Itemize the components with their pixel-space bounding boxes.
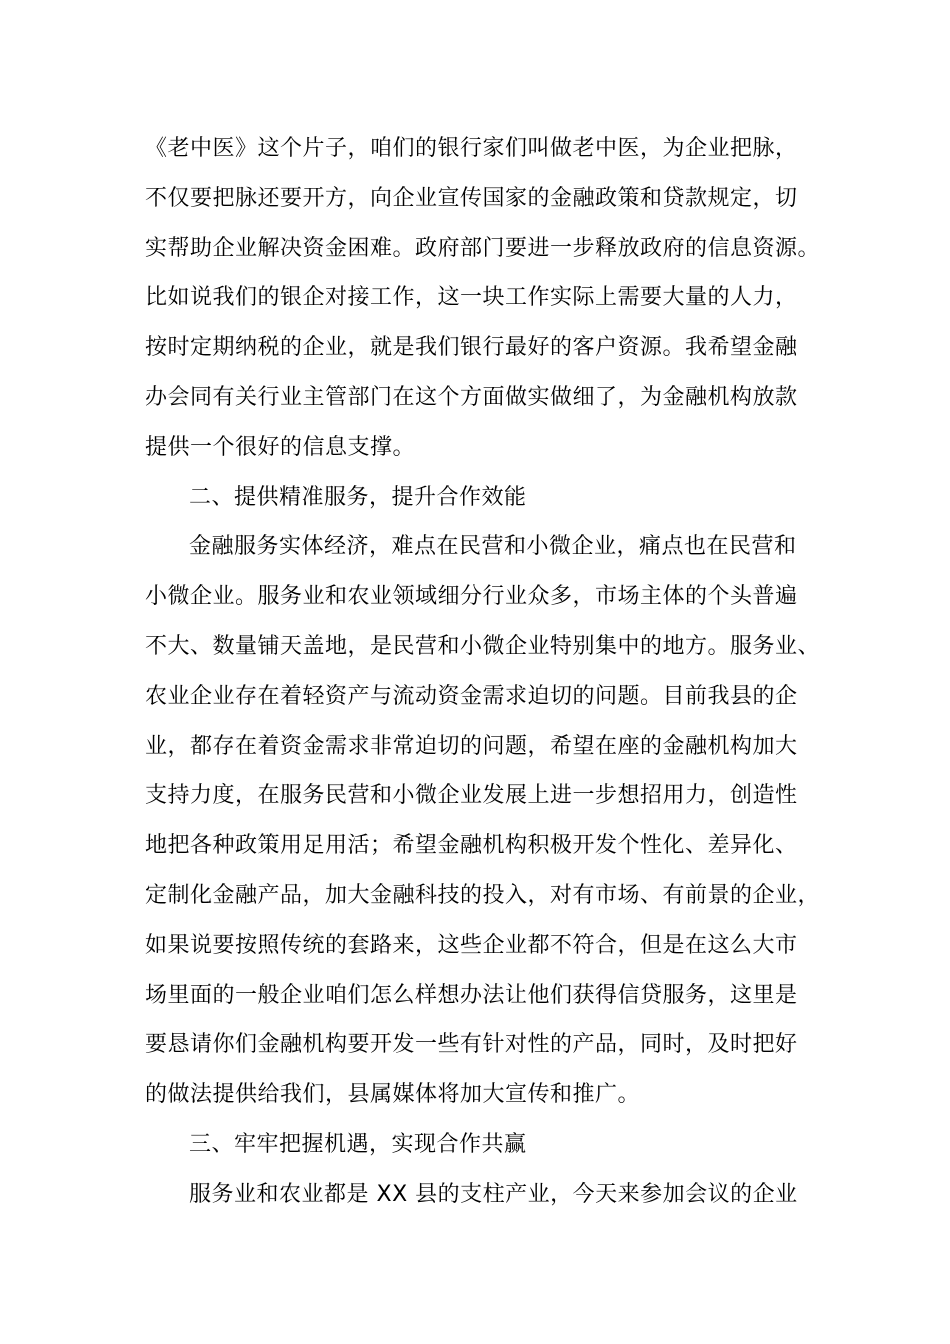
text-line: 不大、数量铺天盖地，是民营和小微企业特别集中的地方。服务业、 xyxy=(145,633,821,659)
text-line: 要恳请你们金融机构要开发一些有针对性的产品，同时，及时把好 xyxy=(145,1032,798,1058)
document-body xyxy=(145,124,835,1220)
text-line: 农业企业存在着轻资产与流动资金需求迫切的问题。目前我县的企 xyxy=(145,683,798,709)
paragraph-start-line: 金融服务实体经济，难点在民营和小微企业，痛点也在民营和 xyxy=(189,534,797,560)
text-line: 业，都存在着资金需求非常迫切的问题，希望在座的金融机构加大 xyxy=(145,733,798,759)
text-line: 比如说我们的银企对接工作，这一块工作实际上需要大量的人力， xyxy=(145,285,798,311)
text-line: 办会同有关行业主管部门在这个方面做实做细了，为金融机构放款 xyxy=(145,384,798,410)
text-line: 的做法提供给我们，县属媒体将加大宣传和推广。 xyxy=(145,1082,641,1108)
text-line: 实帮助企业解决资金困难。政府部门要进一步释放政府的信息资源。 xyxy=(145,235,821,261)
text-line: 不仅要把脉还要开方，向企业宣传国家的金融政策和贷款规定，切 xyxy=(145,185,798,211)
text-line: 按时定期纳税的企业，就是我们银行最好的客户资源。我希望金融 xyxy=(145,335,798,361)
text-line: 地把各种政策用足用活；希望金融机构积极开发个性化、差异化、 xyxy=(145,833,798,859)
text-line: 《老中医》这个片子，咱们的银行家们叫做老中医，为企业把脉， xyxy=(145,136,798,161)
text-line: 提供一个很好的信息支撑。 xyxy=(145,434,416,460)
text-line: 小微企业。服务业和农业领域细分行业众多，市场主体的个头普遍 xyxy=(145,584,798,610)
section-heading: 三、牢牢把握机遇，实现合作共赢 xyxy=(189,1131,527,1157)
text-line: 定制化金融产品，加大金融科技的投入，对有市场、有前景的企业， xyxy=(145,882,821,908)
text-line: 场里面的一般企业咱们怎么样想办法让他们获得信贷服务，这里是 xyxy=(145,982,798,1008)
section-heading: 二、提供精准服务，提升合作效能 xyxy=(189,484,527,510)
text-line: 如果说要按照传统的套路来，这些企业都不符合，但是在这么大市 xyxy=(145,932,798,958)
text-line: 支持力度，在服务民营和小微企业发展上进一步想招用力，创造性 xyxy=(145,783,798,809)
paragraph-start-line: 服务业和农业都是 XX 县的支柱产业，今天来参加会议的企业 xyxy=(189,1181,798,1207)
